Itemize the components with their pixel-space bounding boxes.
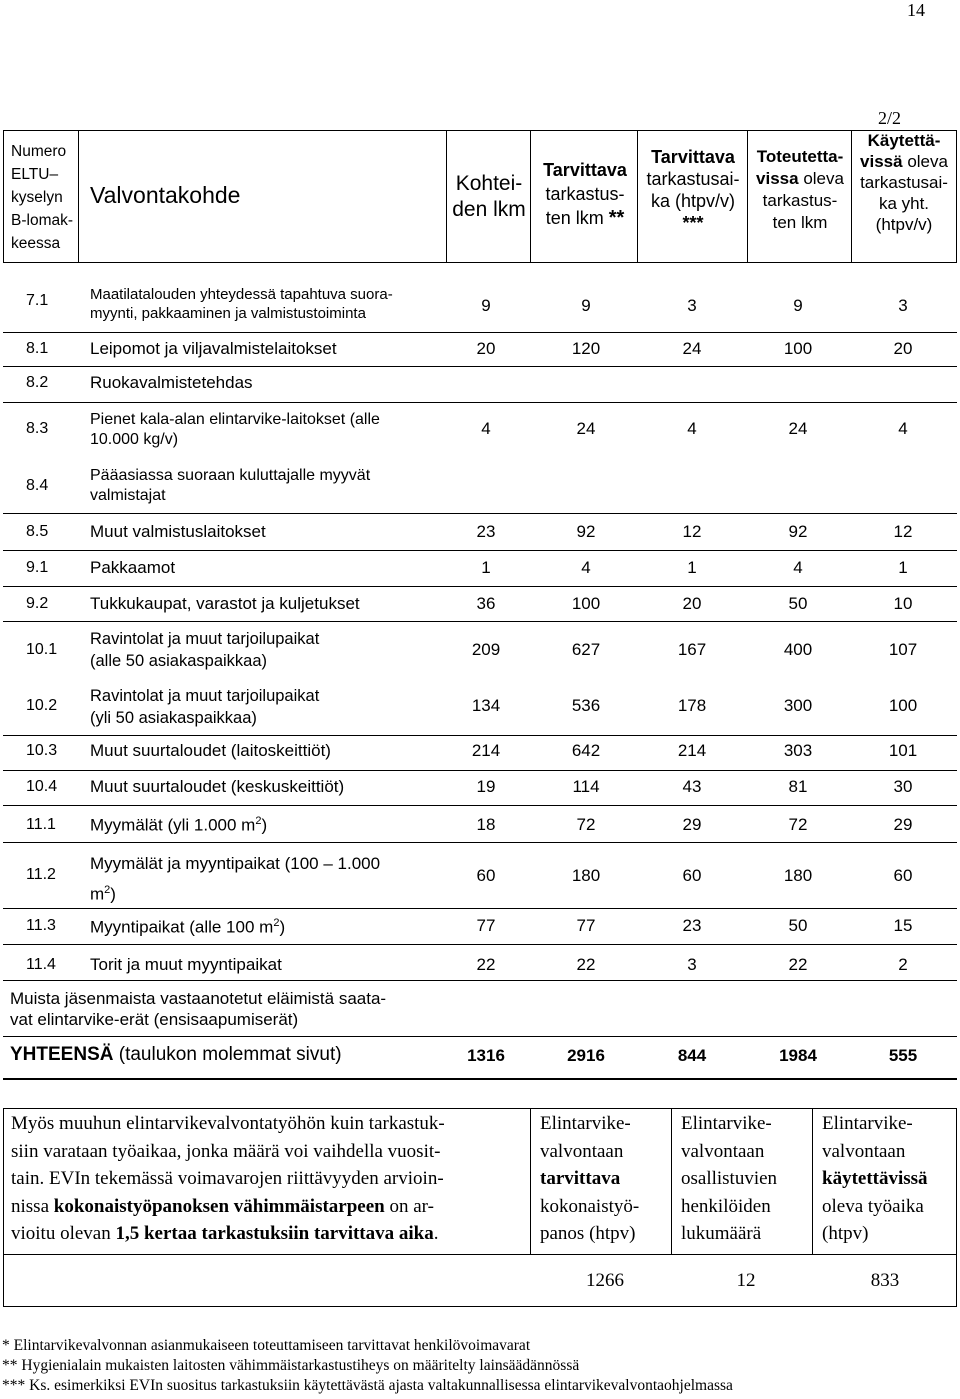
row-code: 9.2 [26, 595, 49, 612]
row-label: Myyntipaikat (alle 100 $m^2$) [90, 917, 286, 937]
row-value: 9 [793, 296, 803, 315]
header-target: Valvontakohde [90, 182, 241, 208]
row-value: 3 [898, 296, 908, 315]
row-label: Ravintolat ja muut tarjoilupaikat (alle 50 asiakaspaikkaa) [90, 630, 320, 670]
row-value: 627 [571, 640, 601, 659]
row-value: 81 [788, 777, 808, 796]
row-label: Pääasiassa suoraan kuluttajalle myyvät valmistajat [90, 467, 371, 504]
row-value: 536 [571, 696, 601, 715]
row-label: Torit ja muut myyntipaikat [90, 955, 282, 974]
row-value: 20 [893, 339, 913, 358]
row-value: 60 [893, 866, 913, 885]
row-label: Pakkaamot [90, 558, 176, 577]
row-code: 11.3 [26, 917, 56, 934]
row-value: 72 [576, 815, 596, 834]
row-value: 178 [677, 696, 707, 715]
row-code: 8.5 [26, 523, 49, 540]
row-value: 9 [481, 296, 491, 315]
row-label: Muut suurtaloudet (keskuskeittiöt) [90, 777, 345, 796]
row-label: Ravintolat ja muut tarjoilupaikat (yli 50 asiakaspaikkaa) [90, 687, 320, 727]
header-available: Käytettä- vissä oleva tarkastusai- ka yht. (htpv/v) [860, 131, 948, 234]
summary-col-needed: Elintarvike- valvontaan tarvittava kokonaistyö- panos (htpv) [540, 1113, 640, 1244]
row-label: Ruokavalmistetehdas [90, 373, 253, 392]
row-value: 77 [576, 916, 596, 935]
row-value: 2 [898, 955, 908, 974]
table-header [0, 0, 960, 270]
row-value: 4 [898, 419, 908, 438]
header-realized: Toteutetta- vissa oleva tarkastus- ten lkm [756, 147, 844, 232]
row-label: Tukkukaupat, varastot ja kuljetukset [90, 594, 360, 613]
row-code: 8.1 [26, 340, 49, 357]
row-value: 24 [576, 419, 596, 438]
imports-label: Muista jäsenmaista vastaanotetut eläimistä saata- vat elintarvike-erät (ensisaapumiserät) [10, 989, 387, 1029]
row-value: 303 [783, 741, 813, 760]
row-value: 29 [893, 815, 913, 834]
summary-text: Myös muuhun elintarvikevalvontatyöhön kuin tarkastuk- siin varataan työaikaa, jonka määrä voi vaihdella vuosit- tain. EVIn tekemässä voimavarojen riittävyyden arvioin- nissa kokonaistyöpanoksen vähimmäistarpeen on ar- vioitu olevan 1,5 kertaa tarkastuksiin tarvittava aika. [11, 1113, 445, 1244]
row-value: 10 [893, 594, 913, 613]
row-value: 19 [476, 777, 496, 796]
row-value: 30 [893, 777, 913, 796]
total-value: 1316 [467, 1046, 505, 1065]
row-value: 22 [476, 955, 496, 974]
row-value: 3 [687, 296, 697, 315]
summary-value-needed: 1266 [586, 1270, 624, 1291]
row-value: 43 [682, 777, 702, 796]
header-number: Numero ELTU– kyselyn B-lomak- keessa [11, 143, 74, 252]
row-value: 167 [677, 640, 707, 659]
row-code: 9.1 [26, 559, 49, 576]
row-value: 92 [788, 522, 808, 541]
summary-value-persons: 12 [736, 1270, 756, 1291]
row-value: 36 [476, 594, 496, 613]
row-label: Leipomot ja viljavalmistelaitokset [90, 339, 337, 358]
footnote: * Elintarvikevalvonnan asianmukaiseen toteuttamiseen tarvittavat henkilövoimavarat [2, 1337, 531, 1354]
row-value: 29 [682, 815, 702, 834]
row-value: 120 [571, 339, 601, 358]
row-value: 60 [476, 866, 496, 885]
row-code: 11.1 [26, 816, 56, 833]
row-value: 134 [471, 696, 501, 715]
total-value: 555 [888, 1046, 918, 1065]
total-label: YHTEENSÄ (taulukon molemmat sivut) [10, 1044, 342, 1065]
row-value: 107 [888, 640, 918, 659]
row-value: 50 [788, 916, 808, 935]
summary-value-available: 833 [870, 1270, 900, 1291]
row-code: 8.2 [26, 374, 49, 391]
header-count: Kohtei- den lkm [452, 172, 526, 221]
row-value: 214 [471, 741, 501, 760]
row-value: 72 [788, 815, 808, 834]
row-value: 1 [898, 558, 908, 577]
row-value: 24 [788, 419, 808, 438]
row-label: Maatilatalouden yhteydessä tapahtuva suora- myynti, pakkaaminen ja valmistustoiminta [90, 286, 393, 322]
row-value: 400 [783, 640, 813, 659]
row-value: 642 [571, 741, 601, 760]
total-value: 844 [677, 1046, 707, 1065]
row-value: 100 [888, 696, 918, 715]
total-value: 2916 [567, 1046, 605, 1065]
footnote: *** Ks. esimerkiksi EVIn suositus tarkastuksiin käytettävästä ajasta valtakunnallisessa elintarvikevalvontaohjelmassa [2, 1377, 733, 1394]
header-needed-time: Tarvittava tarkastusai- ka (htpv/v) *** [646, 147, 740, 233]
row-code: 11.4 [26, 956, 56, 973]
row-value: 22 [576, 955, 596, 974]
row-label: Muut valmistuslaitokset [90, 522, 266, 541]
row-value: 4 [793, 558, 803, 577]
row-value: 3 [687, 955, 697, 974]
row-value: 214 [677, 741, 707, 760]
footnotes [2, 1336, 733, 1396]
page-number: 14 [907, 0, 925, 20]
row-code: 10.4 [26, 778, 58, 795]
row-value: 1 [687, 558, 697, 577]
row-value: 4 [481, 419, 491, 438]
row-value: 23 [476, 522, 496, 541]
row-value: 180 [783, 866, 813, 885]
row-code: 7.1 [26, 292, 49, 309]
total-value: 1984 [779, 1046, 817, 1065]
row-label: Pienet kala-alan elintarvike-laitokset (alle 10.000 kg/v) [90, 411, 380, 448]
row-value: 100 [783, 339, 813, 358]
row-value: 22 [788, 955, 808, 974]
summary-col-persons: Elintarvike- valvontaan osallistuvien henkilöiden lukumäärä [681, 1113, 778, 1244]
footnote: ** Hygienialain mukaisten laitosten vähimmäistarkastustiheys on määritelty lainsäädännössä [2, 1357, 580, 1374]
row-value: 20 [476, 339, 496, 358]
row-value: 20 [682, 594, 702, 613]
row-label: Myymälät (yli 1.000 $m^2$) [90, 815, 268, 835]
row-value: 180 [571, 866, 601, 885]
row-label: Myymälät ja myyntipaikat (100 – 1.000 $m^2$) [90, 854, 381, 904]
row-code: 11.2 [26, 866, 56, 883]
row-value: 1 [481, 558, 491, 577]
row-value: 300 [783, 696, 813, 715]
row-value: 60 [682, 866, 702, 885]
row-value: 9 [581, 296, 591, 315]
row-value: 4 [581, 558, 591, 577]
row-value: 114 [572, 777, 600, 796]
row-value: 92 [576, 522, 596, 541]
row-value: 101 [888, 741, 918, 760]
header-needed-inspections: Tarvittava tarkastus- ten lkm ** [543, 160, 627, 229]
row-value: 12 [682, 522, 702, 541]
row-value: 18 [476, 815, 496, 834]
row-code: 8.3 [26, 420, 49, 437]
row-code: 10.1 [26, 641, 58, 658]
row-value: 209 [471, 640, 501, 659]
row-value: 23 [682, 916, 702, 935]
row-value: 12 [893, 522, 913, 541]
row-value: 15 [893, 916, 913, 935]
row-value: 77 [476, 916, 496, 935]
summary-col-available: Elintarvike- valvontaan käytettävissä oleva työaika (htpv) [822, 1113, 928, 1244]
row-value: 50 [788, 594, 808, 613]
row-code: 10.2 [26, 697, 58, 714]
row-code: 8.4 [26, 477, 49, 494]
row-label: Muut suurtaloudet (laitoskeittiöt) [90, 741, 331, 760]
row-value: 4 [687, 419, 697, 438]
page-fraction: 2/2 [878, 108, 902, 128]
row-value: 24 [682, 339, 702, 358]
row-code: 10.3 [26, 742, 58, 759]
row-value: 100 [571, 594, 601, 613]
